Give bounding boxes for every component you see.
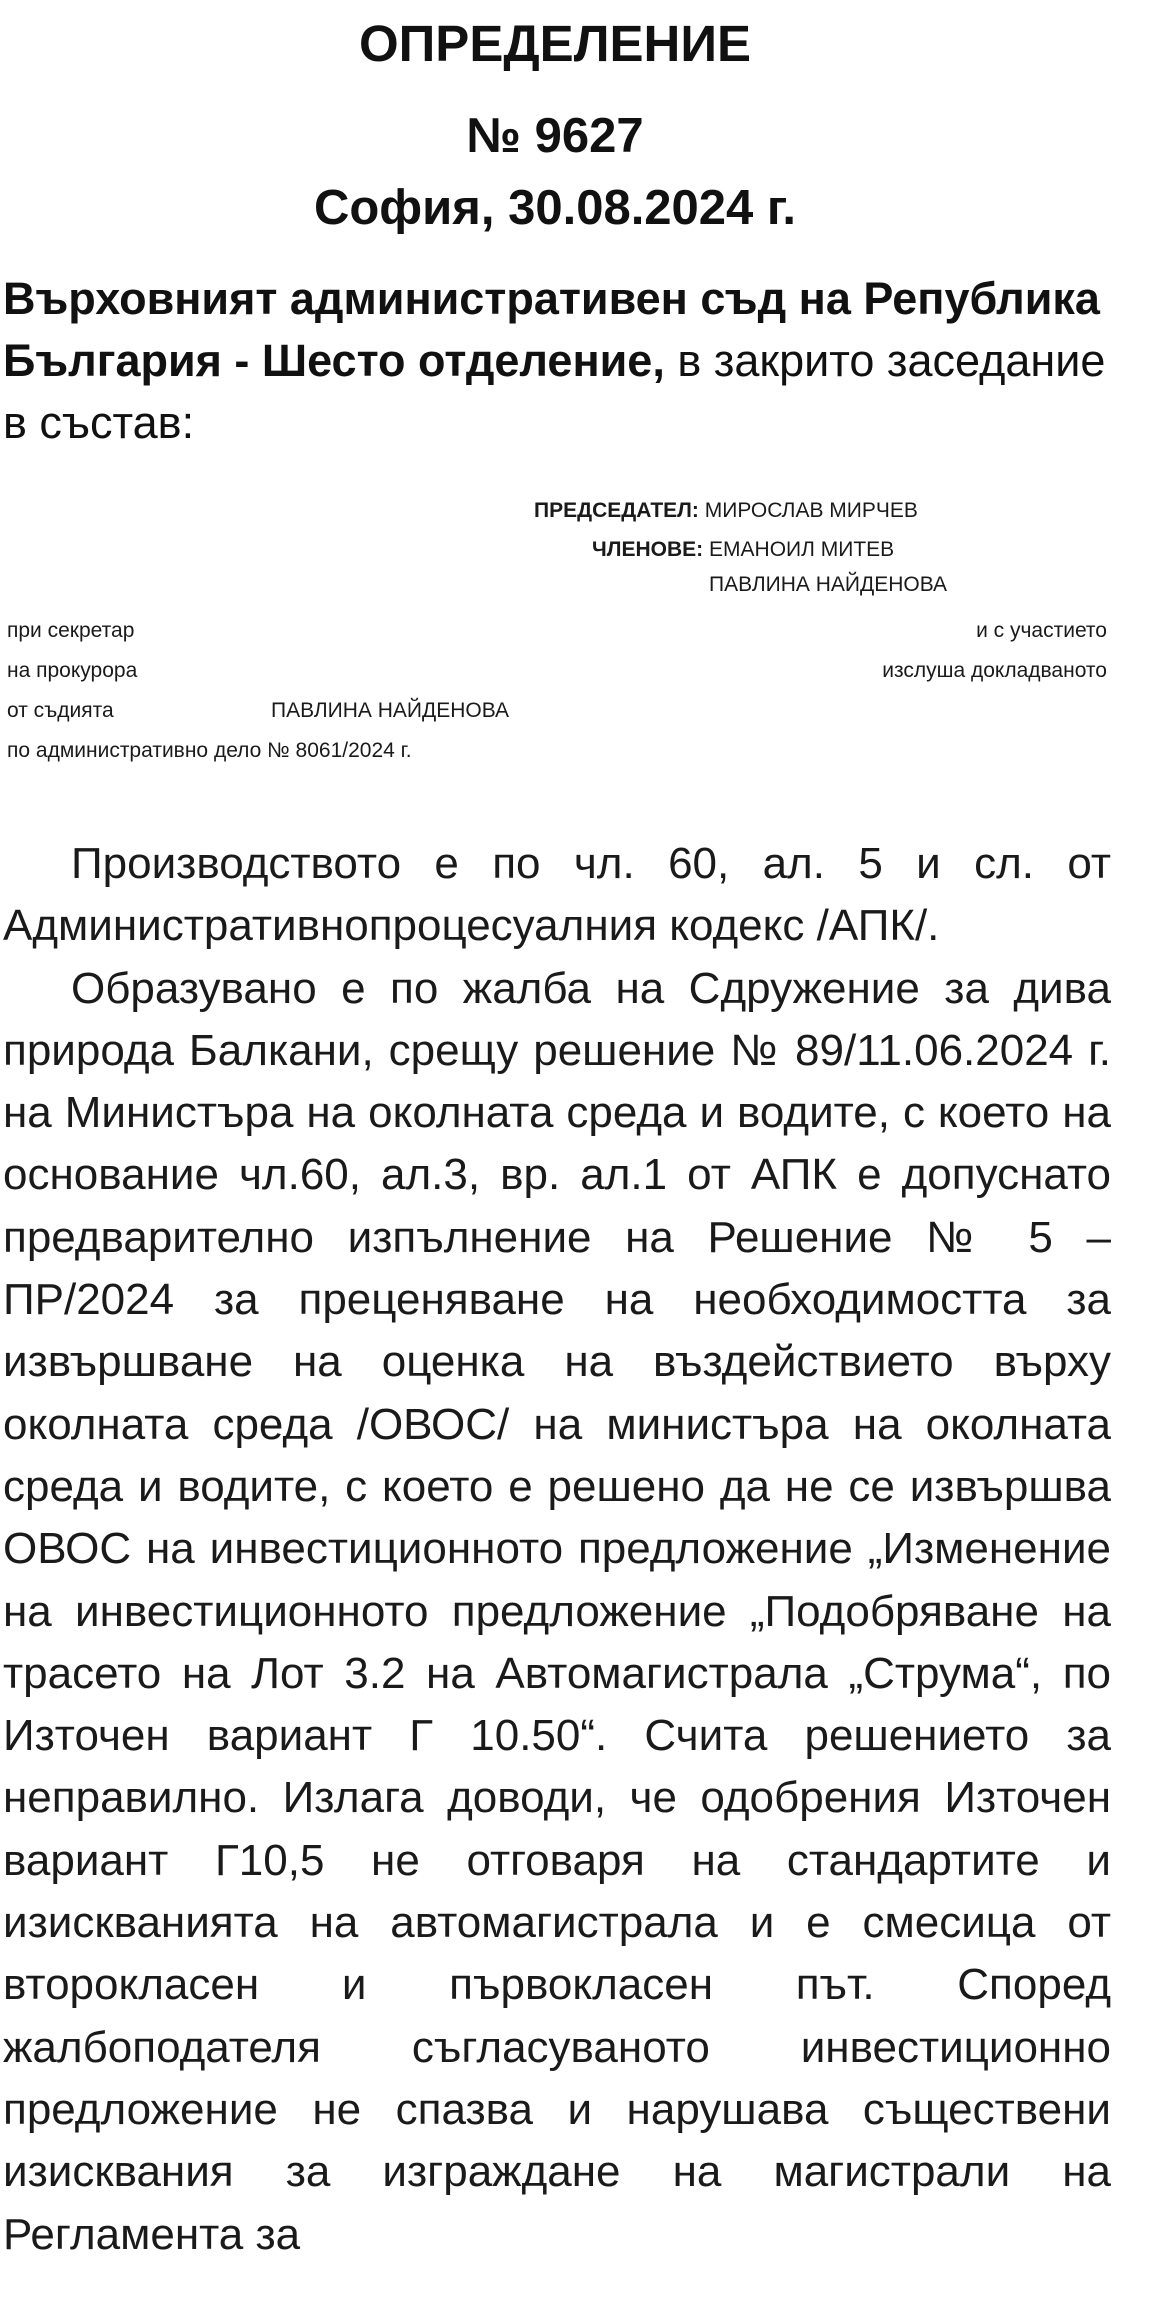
heard-label: изслуша докладваното [882,659,1107,682]
secretary-label: при секретар [7,619,135,642]
judge-name: ПАВЛИНА НАЙДЕНОВА [271,699,510,722]
members-label: ЧЛЕНОВЕ: [592,538,704,561]
document-number: № 9627 [466,109,644,163]
ruling-body [3,833,1111,2266]
members-row [592,538,894,562]
chair-label: ПРЕДСЕДАТЕЛ: [534,499,699,522]
court-name: Върховният административен съд на Република България - Шесто отделение, [3,273,1100,386]
chair-name: МИРОСЛАВ МИРЧЕВ [704,499,918,522]
paragraph-2: Образувано е по жалба на Сдружение за дива природа Балкани, срещу решение № 89/11.06.2024 г. на Министъра на околната среда и водите, с което на основание чл.60, ал.3, вр. ал.1 от АПК е допуснато предварително изпълнение на Решение № 5 – ПР/2024 за преценяване на необходимостта за извършване на оценка на въздействието върху околната среда /ОВОС/ на министъра на околната среда и водите, с което е решено да не се извършва ОВОС на инвестиционното предложение „Изменение на инвестиционното предложение „Подобряване на трасето на Лот 3.2 на Автомагистрала „Струма“, по Източен вариант Г 10.50“. Счита решението за неправилно. Излага доводи, че одобрения Източен вариант Г10,5 не отговаря на стандартите и изискванията на автомагистрала и е смесица от второкласен и първокласен път. Според жалбоподателя съгласуваното инвестиционно предложение не спазва и нарушава съществени изисквания за изграждане на магистрали на Регламента за [3,963,1111,2259]
paragraph-1: Производството е по чл. 60, ал. 5 и сл. от Административнопроцесуалния кодекс /АПК/. [3,839,1111,951]
place-and-date: София, 30.08.2024 г. [313,181,797,235]
case-number: по административно дело № 8061/2024 г. [7,739,412,762]
prosecutor-label: на прокурора [7,659,138,682]
document-title: ОПРЕДЕЛЕНИЕ [358,15,751,72]
member-name-2: ПАВЛИНА НАЙДЕНОВА [709,573,948,596]
judge-label: от съдията [7,699,114,722]
participation-label: и с участието [976,619,1107,642]
chair-row [534,499,918,523]
court-composition [3,268,1111,454]
member-name-1: ЕМАНОИЛ МИТЕВ [709,538,895,561]
session-text: в закрито заседание в състав: [3,335,1106,448]
